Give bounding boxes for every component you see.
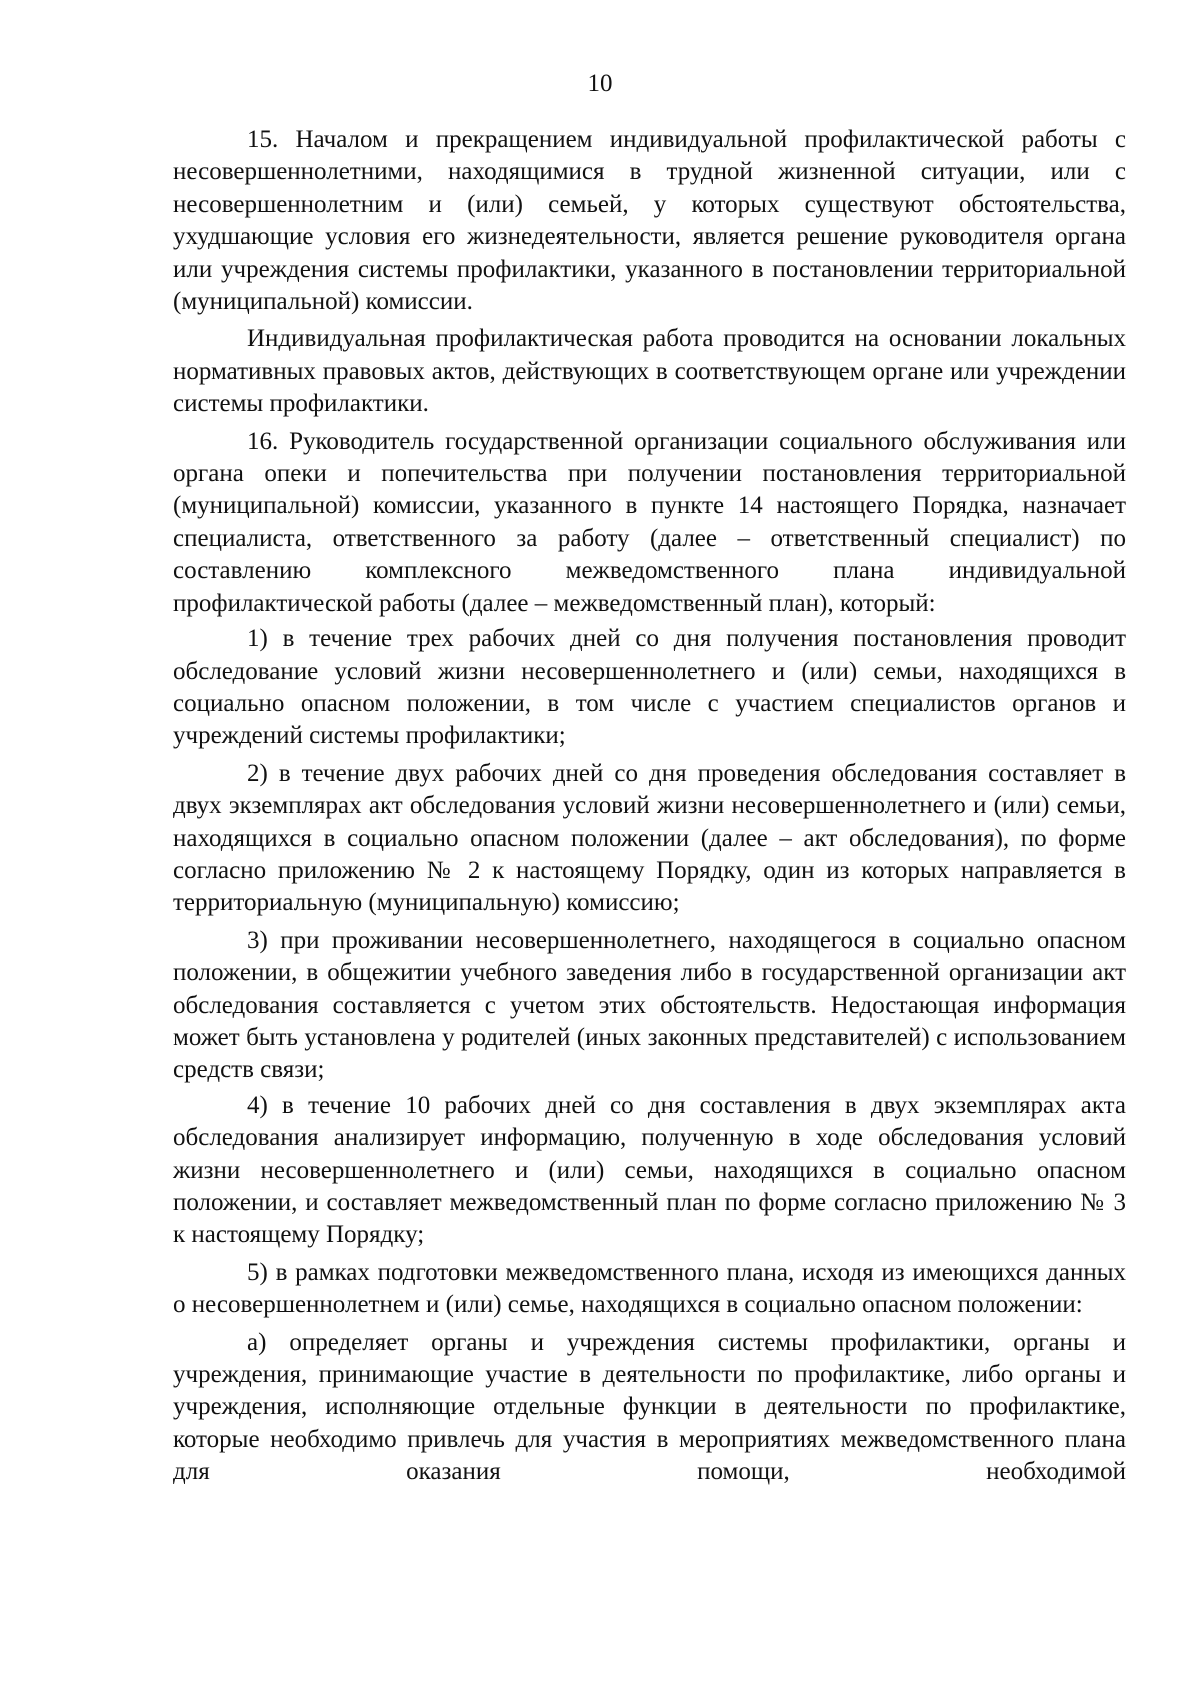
paragraph-item-2: 2) в течение двух рабочих дней со дня проведения обследования составляет в двух экземплярах акт обследования условий жизни несовершеннолетнего и (или) семьи, находящихся в социально опасном положении (далее – акт обследования), по форме согласно приложению № 2 к настоящему Порядку, один из которых направляется в территориальную (муниципальную) комиссию;	[173, 759, 1126, 917]
paragraph-item-4: 4) в течение 10 рабочих дней со дня составления в двух экземплярах акта обследования анализирует информацию, полученную в ходе обследования условий жизни несовершеннолетнего и (или) семьи, находящихся в социально опасном положении, и составляет межведомственный план по форме согласно приложению № 3 к настоящему Порядку;	[173, 1091, 1126, 1249]
paragraph-item-5a: а) определяет органы и учреждения системы профилактики, органы и учреждения, принимающие участие в деятельности по профилактике, либо органы и учреждения, исполняющие отдельные функции в деятельности по профилактике, которые необходимо привлечь для участия в мероприятиях межведомственного плана для оказания помощи, необходимой	[173, 1328, 1126, 1486]
paragraph-item-5: 5) в рамках подготовки межведомственного плана, исходя из имеющихся данных о несовершеннолетнем и (или) семье, находящихся в социально опасном положении:	[173, 1258, 1126, 1319]
paragraph-16: 16. Руководитель государственной организации социального обслуживания или органа опеки и попечительства при получении постановления территориальной (муниципальной) комиссии, указанного в пункте 14 настоящего Порядка, назначает специалиста, ответственного за работу (далее – ответственный специалист) по составлению комплексного межведомственного плана индивидуальной профилактической работы (далее – межведомственный план), который:	[173, 427, 1126, 617]
paragraph-15-start: 15. Началом и прекращением индивидуальной профилактической работы с несовершеннолетними, находящимися в трудной жизненной ситуации, или с несовершеннолетним и (или) семьей, у которых существуют обстоятельства, ухудшающие условия его жизнедеятельности, является решение руководителя органа или учреждения системы профилактики, указанного в постановлении территориальной (муниципальной) комиссии.	[173, 126, 1126, 316]
paragraph-item-1: 1) в течение трех рабочих дней со дня получения постановления проводит обследование условий жизни несовершеннолетнего и (или) семьи, находящихся в социально опасном положении, в том числе с участием специалистов органов и учреждений системы профилактики;	[173, 625, 1126, 750]
document-body	[173, 124, 1126, 1494]
paragraph-individual-work: Индивидуальная профилактическая работа проводится на основании локальных нормативных правовых актов, действующих в соответствующем органе или учреждении системы профилактики.	[173, 325, 1126, 418]
paragraph-item-3: 3) при проживании несовершеннолетнего, находящегося в социально опасном положении, в общежитии учебного заведения либо в государственной организации акт обследования составляется с учетом этих обстоятельств. Недостающая информация может быть установлена у родителей (иных законных представителей) с использованием средств связи;	[173, 926, 1126, 1084]
page-number: 10	[587, 70, 613, 97]
